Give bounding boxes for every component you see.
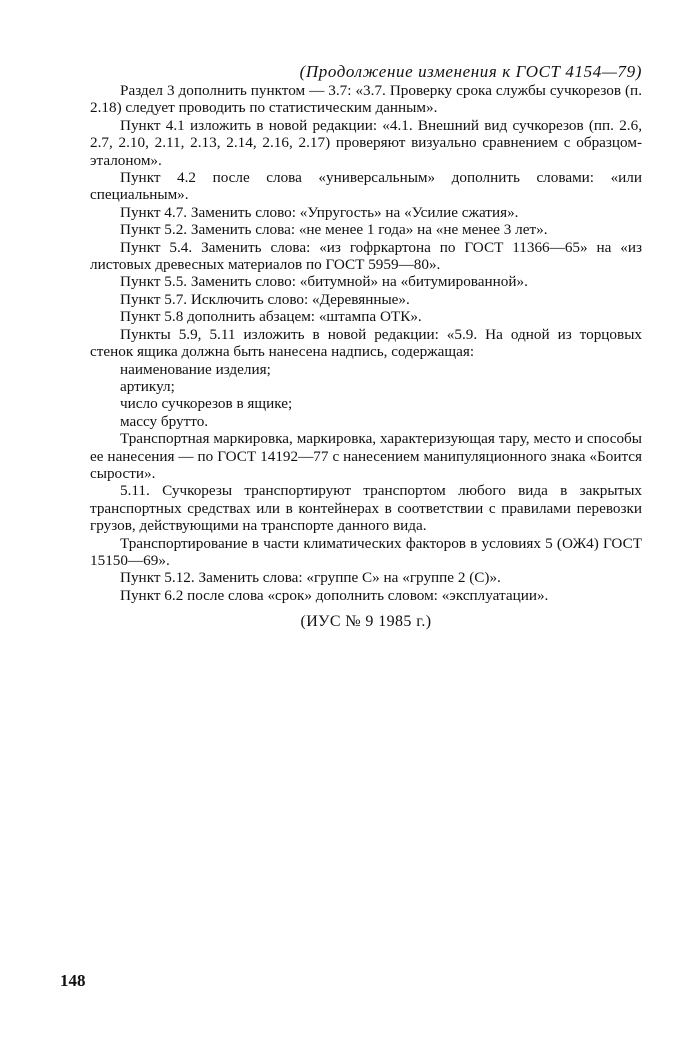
- paragraph: Пункт 5.4. Заменить слова: «из гофркартона по ГОСТ 11366—65» на «из листовых древесных материалов по ГОСТ 5959—80».: [90, 238, 642, 274]
- list-item: массу брутто.: [120, 412, 209, 430]
- list-item: число сучкорезов в ящике;: [120, 395, 293, 413]
- paragraph: Пункт 5.2. Заменить слова: «не менее 1 года» на «не менее 3 лет».: [120, 221, 548, 239]
- paragraph: Пункт 5.12. Заменить слова: «группе С» на «группе 2 (С)».: [120, 569, 501, 587]
- continuation-header: (Продолжение изменения к ГОСТ 4154—79): [299, 62, 642, 81]
- paragraph: 5.11. Сучкорезы транспортируют транспортом любого вида в закрытых транспортных средствах или в контейнерах в соответствии с правилами перевозки грузов, действующими на транспорте данного вида.: [90, 482, 642, 535]
- source-note: (ИУС № 9 1985 г.): [300, 613, 432, 631]
- paragraph: Пункты 5.9, 5.11 изложить в новой редакции: «5.9. На одной из торцовых стенок ящика должна быть нанесена надпись, содержащая:: [90, 325, 642, 361]
- page-number: 148: [60, 971, 86, 990]
- paragraph: Раздел 3 дополнить пунктом — 3.7: «3.7. Проверку срока службы сучкорезов (п. 2.18) следует проводить по статистическим данным».: [90, 82, 642, 117]
- paragraph: Транспортирование в части климатических факторов в условиях 5 (ОЖ4) ГОСТ 15150—69».: [90, 534, 642, 569]
- paragraph: Пункт 4.1 изложить в новой редакции: «4.1. Внешний вид сучкорезов (пп. 2.6, 2.7, 2.10, 2.11, 2.13, 2.14, 2.16, 2.17) проверяют визуально сравнением с образцом-эталоном».: [90, 116, 642, 169]
- body-text: [90, 82, 642, 631]
- paragraph: Пункт 4.2 после слова «универсальным» дополнить словами: «или специальным».: [90, 169, 642, 204]
- paragraph: Пункт 5.7. Исключить слово: «Деревянные».: [120, 290, 410, 308]
- paragraph: Транспортная маркировка, маркировка, характеризующая тару, место и способы ее нанесения — по ГОСТ 14192—77 с нанесением манипуляционного знака «Боится сырости».: [90, 430, 642, 482]
- paragraph: Пункт 6.2 после слова «срок» дополнить словом: «эксплуатации».: [120, 586, 549, 604]
- list-item: артикул;: [120, 377, 175, 395]
- paragraph: Пункт 5.5. Заменить слово: «битумной» на «битумированной».: [120, 273, 528, 291]
- list-item: наименование изделия;: [120, 360, 271, 378]
- paragraph: Пункт 4.7. Заменить слово: «Упругость» на «Усилие сжатия».: [120, 203, 519, 221]
- paragraph: Пункт 5.8 дополнить абзацем: «штампа ОТК».: [120, 308, 422, 326]
